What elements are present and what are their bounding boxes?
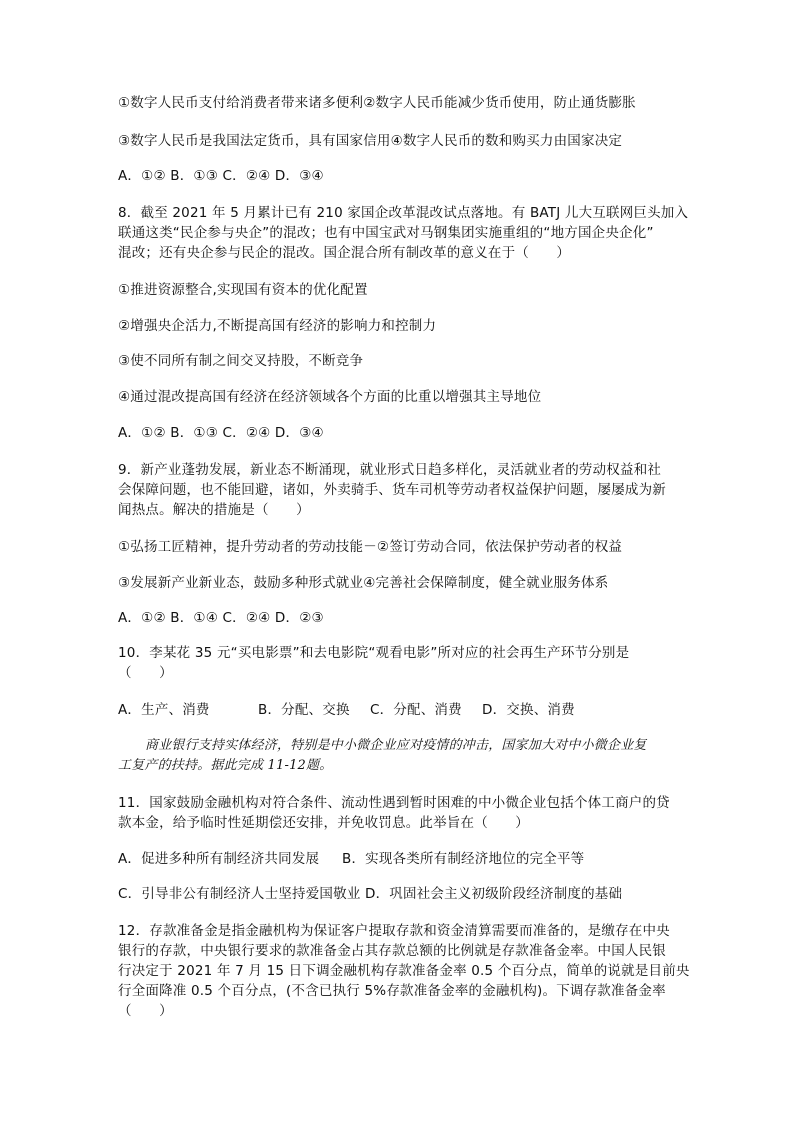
q8-stem-line-1: 8．截至 2021 年 5 月累计已有 210 家国企改革混改试点落地。有 BATJ 儿大互联网巨头加入 xyxy=(118,205,689,221)
q10-stem-line-2: （ ） xyxy=(118,665,173,681)
q12-stem-line-2: 银行的存款，中央银行要求的款准备金占其存款总额的比例就是存款准备金率。中国人民银 xyxy=(118,943,666,959)
q9-statement-line-1: ①弘扬工匠精神，提升劳动者的劳动技能－②签订劳动合同，依法保护劳动者的权益 xyxy=(118,539,623,555)
q10-stem-line-1: 10．李某花 35 元“买电影票”和去电影院“观看电影”所对应的社会再生产环节分别是 xyxy=(118,645,630,661)
q9-stem-line-3: 闻热点。解决的措施是（ ） xyxy=(118,502,310,518)
q9-stem-line-2: 会保障问题，也不能回避，诸如，外卖骑手、货车司机等劳动者权益保护问题，屡屡成为新 xyxy=(118,482,666,498)
q8-choices: A．①② B．①③ C．②④ D．③④ xyxy=(118,425,324,441)
q7-statement-line-1: ①数字人民币支付给消费者带来诸多便利②数字人民币能减少货币使用，防止通货膨胀 xyxy=(118,95,636,111)
q8-option-2: ②增强央企活力,不断提高国有经济的影响力和控制力 xyxy=(118,318,437,334)
q8-stem-line-3: 混改；还有央企参与民企的混改。国企混合所有制改革的意义在于（ ） xyxy=(118,245,571,261)
q7-choices: A．①② B．①③ C．②④ D．③④ xyxy=(118,168,324,184)
q11-choices-line-1 xyxy=(118,851,688,867)
q9-statement-line-2: ③发展新产业新业态，鼓励多种形式就业④完善社会保障制度，健全就业服务体系 xyxy=(118,575,609,591)
q12-stem-line-5: （ ） xyxy=(118,1003,173,1019)
q8-stem-line-2: 联通这类“民企参与央企”的混改；也有中国宝武对马钢集团实施重组的“地方国企央企化” xyxy=(118,225,654,241)
q11-choice-a: A．促进多种所有制经济共同发展 xyxy=(118,851,320,867)
material-line-2: 工复产的扶持。据此完成 11-12题。 xyxy=(118,758,333,773)
q10-choices xyxy=(118,702,688,718)
q12-stem-line-1: 12．存款准备金是指金融机构为保证客户提取存款和资金清算需要而准备的，是缴存在中央 xyxy=(118,923,670,939)
q7-statement-line-2: ③数字人民币是我国法定货币，具有国家信用④数字人民币的数和购买力由国家决定 xyxy=(118,133,623,149)
q12-stem-line-4: 行全面降准 0.5 个百分点，(不含已执行 5%存款准备金率的金融机构)。下调存款准备金率 xyxy=(118,983,666,999)
q8-option-4: ④通过混改提高国有经济在经济领域各个方面的比重以增强其主导地位 xyxy=(118,389,542,405)
q10-choice-c: C．分配、消费 xyxy=(370,702,462,718)
q10-choice-b: B．分配、交换 xyxy=(258,702,350,718)
q11-choices-line-2: C．引导非公有制经济人士坚持爱国敬业 D．巩固社会主义初级阶段经济制度的基础 xyxy=(118,886,623,902)
q10-choice-a: A．生产、消费 xyxy=(118,702,210,718)
q8-option-1: ①推进资源整合,实现国有资本的优化配置 xyxy=(118,282,368,298)
q9-choices: A．①② B．①④ C．②④ D．②③ xyxy=(118,610,324,626)
q8-option-3: ③使不同所有制之间交叉持股，不断竞争 xyxy=(118,353,364,369)
q12-stem-line-3: 行决定于 2021 年 7 月 15 日下调金融机构存款准备金率 0.5 个百分点，简单的说就是目前央 xyxy=(118,963,690,979)
q11-choice-b: B．实现各类所有制经济地位的完全平等 xyxy=(342,851,585,867)
material-line-1: 商业银行支持实体经济，特别是中小微企业应对疫情的冲击，国家加大对中小微企业复 xyxy=(145,738,647,753)
q10-choice-d: D．交换、消费 xyxy=(482,702,575,718)
q9-stem-line-1: 9．新产业蓬勃发展，新业态不断涌现，就业形式日趋多样化，灵活就业者的劳动权益和社 xyxy=(118,462,662,478)
q11-stem-line-1: 11．国家鼓励金融机构对符合条件、流动性遇到暂时困难的中小微企业包括个体工商户的贷 xyxy=(118,795,670,811)
q11-stem-line-2: 款本金，给予临时性延期偿还安排，并免收罚息。此举旨在（ ） xyxy=(118,815,529,831)
